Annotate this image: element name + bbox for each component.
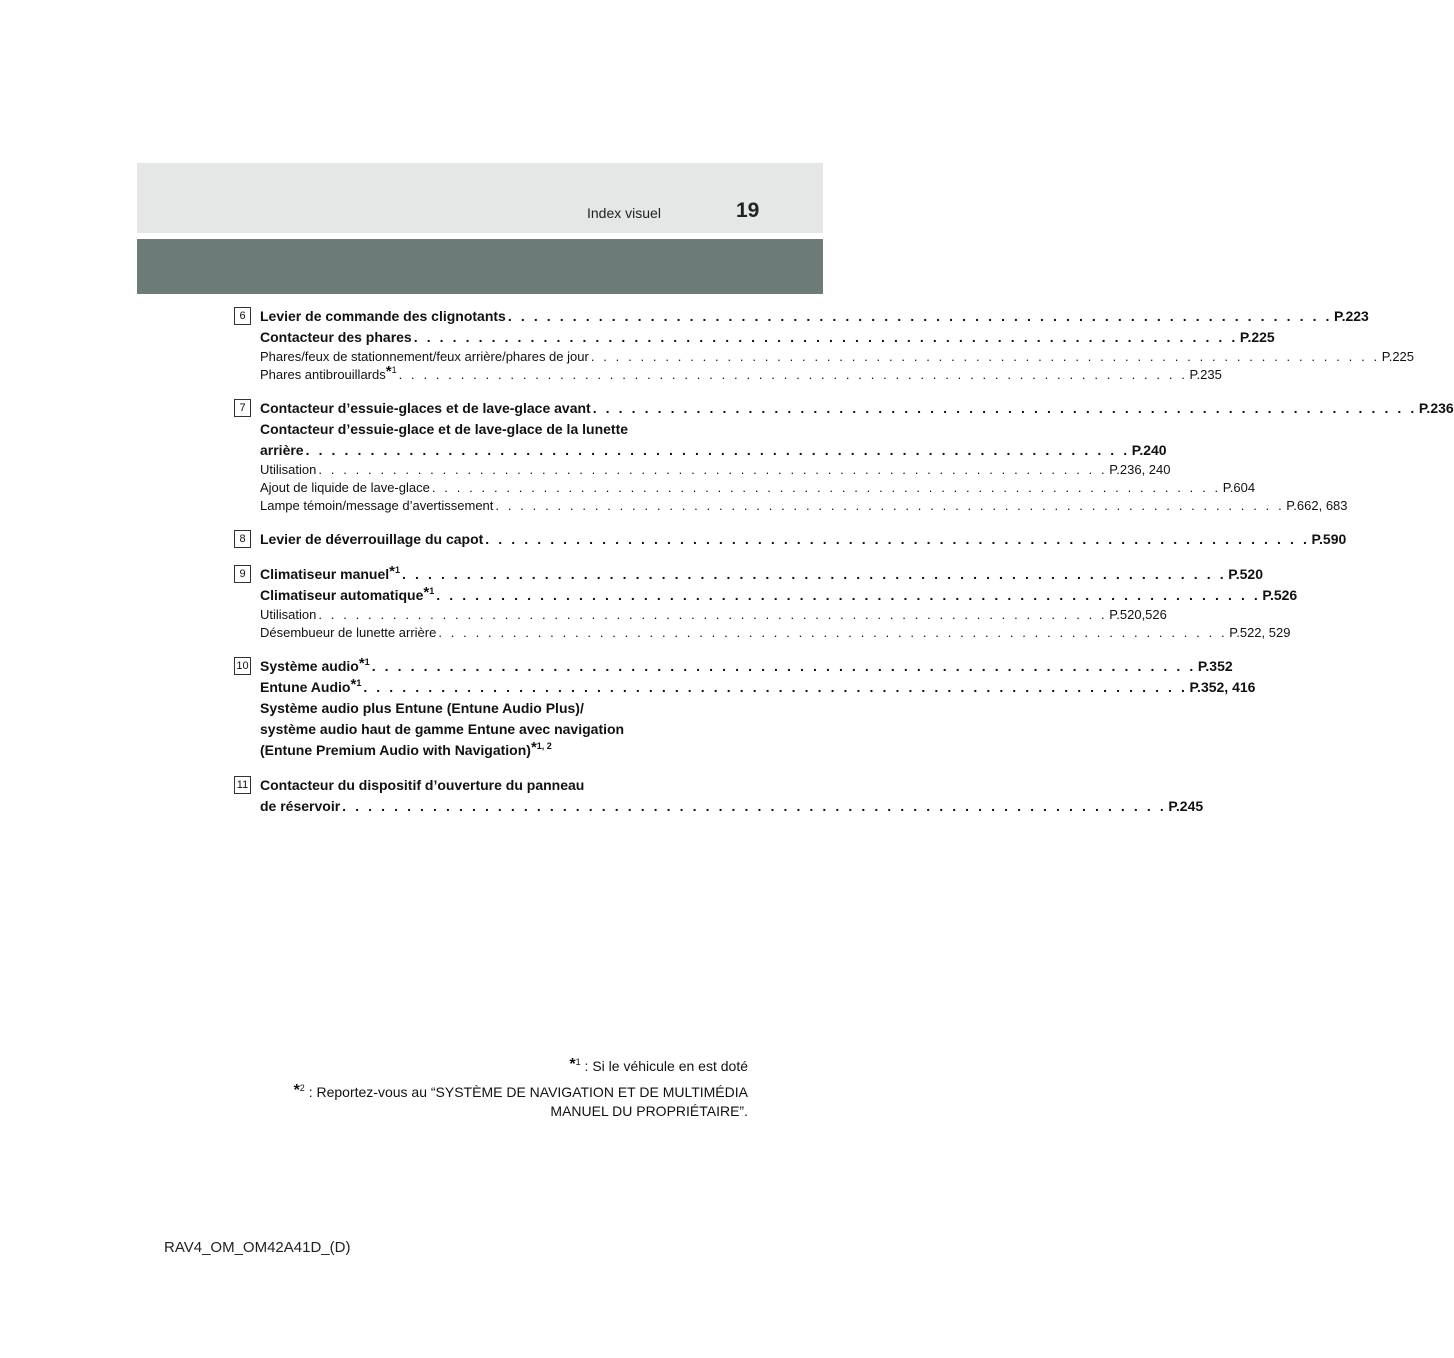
dot-leader: . . . . . . . . . . . . . . . . . . . . . . . . . . . . . . . . . . . . . . . . . . . . . . . . . . . . . . . . . . . . . . . . xyxy=(413,329,1238,345)
entry-label-line: (Entune Premium Audio with Navigation)$^{*1, 2}$ xyxy=(260,739,552,758)
page-reference: P.520,526 xyxy=(1109,607,1167,622)
entry-label: Phares antibrouillards$^{*1}$ xyxy=(260,363,397,382)
dot-leader: . . . . . . . . . . . . . . . . . . . . . . . . . . . . . . . . . . . . . . . . . . . . . . . . . . . . . . . . . . . . . . . . xyxy=(363,679,1188,695)
index-subentry xyxy=(260,461,1171,479)
dot-leader: . . . . . . . . . . . . . . . . . . . . . . . . . . . . . . . . . . . . . . . . . . . . . . . . . . . . . . . . . . . . . . . . xyxy=(318,462,1108,477)
entry-label: Désembueur de lunette arrière xyxy=(260,625,437,640)
index-subentry xyxy=(260,363,1222,384)
footnote-text: : Si le véhicule en est doté xyxy=(580,1058,748,1074)
footnote-marker: *1, 2 xyxy=(530,739,552,756)
index-section-6 xyxy=(234,306,1415,384)
footnote-2 xyxy=(294,1079,748,1121)
dot-leader: . . . . . . . . . . . . . . . . . . . . . . . . . . . . . . . . . . . . . . . . . . . . . . . . . . . . . . . . . . . . . . . . xyxy=(438,625,1228,640)
index-subentry xyxy=(260,497,1348,515)
index-entry xyxy=(260,440,1167,461)
index-section-7 xyxy=(234,398,1454,515)
entry-label: Lampe témoin/message d’avertissement xyxy=(260,498,494,513)
page-reference: P.526 xyxy=(1262,587,1298,603)
callout-number-8: 8 xyxy=(234,530,251,548)
dot-leader: . . . . . . . . . . . . . . . . . . . . . . . . . . . . . . . . . . . . . . . . . . . . . . . . . . . . . . . . . . . . . . . . xyxy=(398,367,1188,382)
index-entry xyxy=(260,327,1275,348)
entry-label: Contacteur des phares xyxy=(260,329,412,345)
page-reference: P.352 xyxy=(1197,658,1233,674)
entry-label: Utilisation xyxy=(260,607,317,622)
page-reference: P.225 xyxy=(1381,349,1415,364)
dot-leader: . . . . . . . . . . . . . . . . . . . . . . . . . . . . . . . . . . . . . . . . . . . . . . . . . . . . . . . . . . . . . . . . xyxy=(318,607,1108,622)
page-reference: P.236, 240 xyxy=(1109,462,1171,477)
section-title: Index visuel xyxy=(587,205,661,221)
page-reference: P.223 xyxy=(1334,308,1369,324)
entry-label: Climatiseur automatique$^{*1}$ xyxy=(260,584,435,603)
footnote-marker: *1 xyxy=(423,584,435,601)
entry-label-line: Système audio plus Entune (Entune Audio Plus)/ xyxy=(260,700,584,716)
entry-label-line: Contacteur d’essuie-glace et de lave-glace de la lunette xyxy=(260,421,629,437)
dot-leader: . . . . . . . . . . . . . . . . . . . . . . . . . . . . . . . . . . . . . . . . . . . . . . . . . . . . . . . . . . . . . . . . xyxy=(590,349,1380,364)
entry-label: Climatiseur manuel$^{*1}$ xyxy=(260,563,401,582)
dot-leader: . . . . . . . . . . . . . . . . . . . . . . . . . . . . . . . . . . . . . . . . . . . . . . . . . . . . . . . . . . . . . . . . xyxy=(485,531,1310,547)
page-reference: P.520 xyxy=(1228,566,1263,582)
page-reference: P.235 xyxy=(1189,367,1222,382)
footnote-marker: *1 xyxy=(350,676,362,693)
header-band xyxy=(137,163,823,233)
page-reference: P.352, 416 xyxy=(1189,679,1256,695)
entry-label: Entune Audio$^{*1}$ xyxy=(260,676,362,695)
callout-number-11: 11 xyxy=(234,776,251,794)
page-reference: P.604 xyxy=(1222,480,1256,495)
index-entry xyxy=(260,796,1204,817)
index-section-11 xyxy=(234,775,1204,817)
page-reference: P.225 xyxy=(1239,329,1275,345)
index-entry xyxy=(260,563,1263,585)
dot-leader: . . . . . . . . . . . . . . . . . . . . . . . . . . . . . . . . . . . . . . . . . . . . . . . . . . . . . . . . . . . . . . . . xyxy=(431,480,1221,495)
entry-label: Levier de commande des clignotants xyxy=(260,308,506,324)
entry-label: Phares/feux de stationnement/feux arrière/phares de jour xyxy=(260,349,589,364)
index-entry xyxy=(260,306,1369,327)
dot-leader: . . . . . . . . . . . . . . . . . . . . . . . . . . . . . . . . . . . . . . . . . . . . . . . . . . . . . . . . . . . . . . . . xyxy=(305,442,1130,458)
index-subentry xyxy=(260,479,1256,497)
footnote-marker: *1 xyxy=(358,655,370,672)
dot-leader: . . . . . . . . . . . . . . . . . . . . . . . . . . . . . . . . . . . . . . . . . . . . . . . . . . . . . . . . . . . . . . . . xyxy=(507,308,1333,324)
callout-number-7: 7 xyxy=(234,399,251,417)
footnote-text: : Reportez-vous au “SYSTÈME DE NAVIGATION ET DE MULTIMÉDIA xyxy=(304,1084,748,1100)
index-section-9 xyxy=(234,563,1298,642)
index-section-10 xyxy=(234,655,1256,761)
index-section-8 xyxy=(234,529,1347,550)
index-entry xyxy=(260,676,1256,698)
index-subentry xyxy=(260,348,1415,366)
page-reference: P.590 xyxy=(1311,531,1347,547)
entry-label: Utilisation xyxy=(260,462,317,477)
visual-index-list xyxy=(234,306,1454,831)
callout-number-9: 9 xyxy=(234,565,251,583)
dot-leader: . . . . . . . . . . . . . . . . . . . . . . . . . . . . . . . . . . . . . . . . . . . . . . . . . . . . . . . . . . . . . . . . xyxy=(371,658,1196,674)
footnote-marker: *1 xyxy=(569,1056,581,1073)
page-reference: P.236 xyxy=(1418,400,1454,416)
index-subentry xyxy=(260,624,1291,642)
callout-number-6: 6 xyxy=(234,307,251,325)
header-bar xyxy=(137,239,823,294)
page-reference: P.245 xyxy=(1168,798,1204,814)
dot-leader: . . . . . . . . . . . . . . . . . . . . . . . . . . . . . . . . . . . . . . . . . . . . . . . . . . . . . . . . . . . . . . . . xyxy=(402,566,1227,582)
page-reference: P.240 xyxy=(1131,442,1167,458)
page-number: 19 xyxy=(736,199,760,222)
entry-label-line: Contacteur du dispositif d’ouverture du panneau xyxy=(260,777,585,793)
index-entry xyxy=(260,655,1233,677)
page-reference: P.522, 529 xyxy=(1229,625,1291,640)
index-entry xyxy=(260,529,1347,550)
dot-leader: . . . . . . . . . . . . . . . . . . . . . . . . . . . . . . . . . . . . . . . . . . . . . . . . . . . . . . . . . . . . . . . . xyxy=(342,798,1167,814)
footnote-1 xyxy=(569,1053,748,1076)
entry-label: de réservoir xyxy=(260,798,341,814)
entry-label: arrière xyxy=(260,442,304,458)
callout-number-10: 10 xyxy=(234,657,251,675)
page-reference: P.662, 683 xyxy=(1286,498,1348,513)
entry-label: Contacteur d’essuie-glaces et de lave-glace avant xyxy=(260,400,591,416)
index-entry xyxy=(260,584,1298,606)
footnote-marker: *1 xyxy=(385,363,397,380)
index-entry xyxy=(260,398,1454,419)
entry-label-line: système audio haut de gamme Entune avec navigation xyxy=(260,721,625,737)
footnote-marker: *2 xyxy=(293,1082,305,1099)
footnote-marker: *1 xyxy=(389,563,401,580)
entry-label: Ajout de liquide de lave-glace xyxy=(260,480,430,495)
dot-leader: . . . . . . . . . . . . . . . . . . . . . . . . . . . . . . . . . . . . . . . . . . . . . . . . . . . . . . . . . . . . . . . . xyxy=(495,498,1285,513)
index-subentry xyxy=(260,606,1167,624)
entry-label: Levier de déverrouillage du capot xyxy=(260,531,484,547)
dot-leader: . . . . . . . . . . . . . . . . . . . . . . . . . . . . . . . . . . . . . . . . . . . . . . . . . . . . . . . . . . . . . . . . xyxy=(592,400,1417,416)
document-code: RAV4_OM_OM42A41D_(D) xyxy=(164,1239,351,1256)
dot-leader: . . . . . . . . . . . . . . . . . . . . . . . . . . . . . . . . . . . . . . . . . . . . . . . . . . . . . . . . . . . . . . . . xyxy=(436,587,1261,603)
entry-label: Système audio$^{*1}$ xyxy=(260,655,370,674)
footnote-text: MANUEL DU PROPRIÉTAIRE”. xyxy=(550,1103,748,1119)
